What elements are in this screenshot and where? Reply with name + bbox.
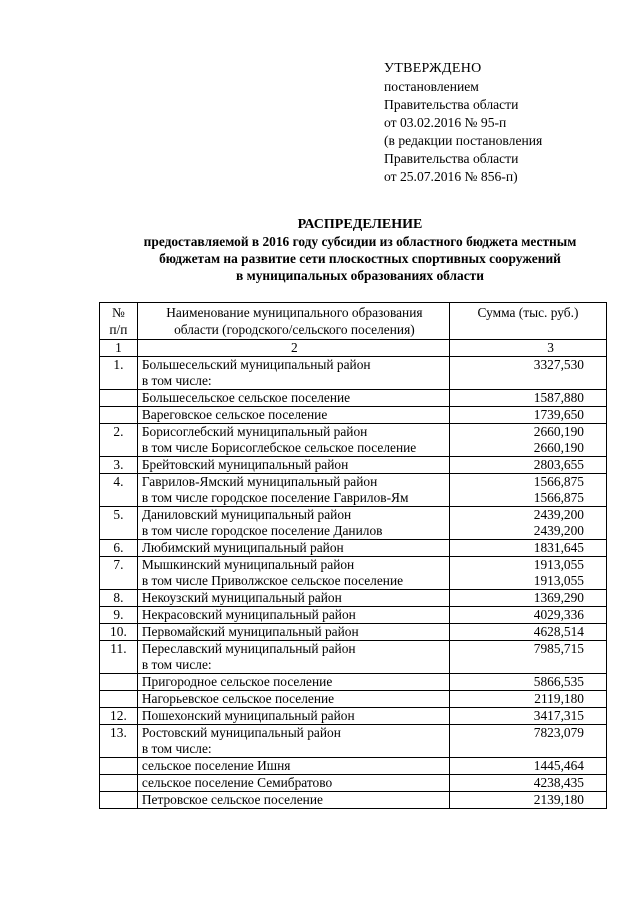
header-sum: Сумма (тыс. руб.): [449, 303, 606, 340]
row-number-cell: [100, 390, 138, 407]
row-name-line: Пошехонский муниципальный район: [141, 708, 355, 723]
row-name-line: Гаврилов-Ямский муниципальный район: [141, 474, 378, 489]
approval-line: от 03.02.2016 № 95-п: [384, 115, 507, 130]
table-row: [100, 607, 607, 624]
row-sum-line: 1369,290: [533, 590, 584, 605]
row-sum-cell: [449, 557, 606, 590]
row-sum-line: 3417,315: [533, 708, 584, 723]
row-name-line: в том числе Приволжское сельское поселение: [141, 573, 404, 588]
table-row: [100, 424, 607, 457]
approval-line: от 25.07.2016 № 856-п): [384, 169, 518, 184]
table-row: [100, 691, 607, 708]
row-sum-line: 1566,875: [533, 490, 584, 505]
row-name-line: Переславский муниципальный район: [141, 641, 356, 656]
approval-line: (в редакции постановления: [384, 133, 543, 148]
row-name-cell: [137, 691, 449, 708]
row-number-cell: [100, 775, 138, 792]
row-number-cell: [100, 691, 138, 708]
row-name-cell: [137, 540, 449, 557]
row-sum-cell: [449, 708, 606, 725]
row-name-line: Любимский муниципальный район: [141, 540, 344, 555]
row-number-cell: 3.: [100, 457, 138, 474]
header-num: № п/п: [100, 303, 138, 340]
row-name-cell: [137, 792, 449, 809]
row-sum-line: 1445,464: [533, 758, 584, 773]
table-row: [100, 457, 607, 474]
table-row: [100, 540, 607, 557]
row-name-cell: [137, 775, 449, 792]
row-name-cell: [137, 357, 449, 390]
approval-heading: УТВЕРЖДЕНО: [384, 61, 482, 76]
table-row: [100, 775, 607, 792]
row-name-cell: [137, 424, 449, 457]
row-name-line: в том числе городское поселение Данилов: [141, 523, 383, 538]
row-sum-line: 1913,055: [533, 557, 584, 572]
row-name-line: сельское поселение Ишня: [141, 758, 291, 773]
row-number-cell: 2.: [100, 424, 138, 457]
row-name-cell: [137, 474, 449, 507]
table-row: [100, 474, 607, 507]
row-name-line: в том числе Борисоглебское сельское поселение: [141, 440, 417, 455]
row-sum-line: 4628,514: [533, 624, 584, 639]
row-number-cell: 9.: [100, 607, 138, 624]
table-header-row: [100, 303, 607, 340]
header-name: Наименование муниципального образования области (городского/сельского поселения): [137, 303, 449, 340]
title-line: в муниципальных образованиях области: [236, 268, 484, 283]
row-number-cell: 1.: [100, 357, 138, 390]
row-name-line: Большесельское сельское поселение: [141, 390, 351, 405]
row-sum-line: 1739,650: [533, 407, 584, 422]
row-name-line: Некрасовский муниципальный район: [141, 607, 356, 622]
row-sum-cell: [449, 457, 606, 474]
row-name-cell: [137, 725, 449, 758]
row-sum-cell: [449, 507, 606, 540]
index-row: [100, 340, 607, 357]
row-number-cell: [100, 407, 138, 424]
row-sum-cell: [449, 424, 606, 457]
table-row: [100, 792, 607, 809]
row-number-cell: 5.: [100, 507, 138, 540]
row-number-cell: 12.: [100, 708, 138, 725]
table-row: [100, 407, 607, 424]
row-sum-line: 1831,645: [533, 540, 584, 555]
row-name-line: Петровское сельское поселение: [141, 792, 323, 807]
row-sum-line: 2439,200: [533, 523, 584, 538]
row-number-cell: 7.: [100, 557, 138, 590]
index-cell: 1: [100, 340, 138, 357]
row-sum-line: 4238,435: [533, 775, 584, 790]
row-name-line: Даниловский муниципальный район: [141, 507, 352, 522]
row-name-line: сельское поселение Семибратово: [141, 775, 333, 790]
row-name-cell: [137, 457, 449, 474]
row-sum-line: 2439,200: [533, 507, 584, 522]
table-row: [100, 725, 607, 758]
row-sum-cell: [449, 775, 606, 792]
row-sum-line: 3327,530: [533, 357, 584, 372]
table-row: [100, 758, 607, 775]
row-number-cell: 11.: [100, 641, 138, 674]
row-name-cell: [137, 708, 449, 725]
row-name-line: Брейтовский муниципальный район: [141, 457, 349, 472]
title-line: предоставляемой в 2016 году субсидии из областного бюджета местным: [143, 234, 577, 249]
row-sum-cell: [449, 407, 606, 424]
row-name-cell: [137, 624, 449, 641]
table-row: [100, 674, 607, 691]
row-sum-cell: [449, 624, 606, 641]
row-sum-line: 1913,055: [533, 573, 584, 588]
index-cell: 2: [137, 340, 449, 357]
table-row: [100, 590, 607, 607]
table-row: [100, 708, 607, 725]
row-name-cell: [137, 607, 449, 624]
row-name-line: в том числе:: [141, 741, 212, 756]
row-number-cell: 13.: [100, 725, 138, 758]
row-name-line: в том числе:: [141, 657, 212, 672]
row-sum-line: 2803,655: [533, 457, 584, 472]
approval-line: Правительства области: [384, 97, 519, 112]
row-sum-cell: [449, 540, 606, 557]
approval-line: постановлением: [384, 79, 479, 94]
row-name-cell: [137, 507, 449, 540]
row-sum-cell: [449, 758, 606, 775]
row-sum-line: 2119,180: [534, 691, 584, 706]
row-name-cell: [137, 641, 449, 674]
row-sum-cell: [449, 725, 606, 758]
row-name-cell: [137, 390, 449, 407]
title-line: бюджетам на развитие сети плоскостных спортивных сооружений: [159, 251, 561, 266]
row-name-cell: [137, 590, 449, 607]
row-sum-cell: [449, 607, 606, 624]
table-row: [100, 624, 607, 641]
row-sum-line: 4029,336: [533, 607, 584, 622]
row-name-line: Первомайский муниципальный район: [141, 624, 359, 639]
row-sum-line: 1566,875: [533, 474, 584, 489]
row-sum-cell: [449, 674, 606, 691]
row-name-line: в том числе:: [141, 373, 212, 388]
row-sum-line: 1587,880: [533, 390, 584, 405]
row-name-line: Некоузский муниципальный район: [141, 590, 342, 605]
row-name-cell: [137, 557, 449, 590]
row-sum-cell: [449, 691, 606, 708]
row-sum-cell: [449, 390, 606, 407]
row-number-cell: [100, 674, 138, 691]
row-sum-line: 2660,190: [533, 424, 584, 439]
table-row: [100, 557, 607, 590]
row-sum-line: 2660,190: [533, 440, 584, 455]
row-number-cell: 8.: [100, 590, 138, 607]
row-sum-line: 7823,079: [533, 725, 584, 740]
row-name-cell: [137, 407, 449, 424]
row-sum-line: 5866,535: [533, 674, 584, 689]
row-sum-line: 7985,715: [533, 641, 584, 656]
row-number-cell: [100, 792, 138, 809]
table-row: [100, 357, 607, 390]
title-main: РАСПРЕДЕЛЕНИЕ: [297, 217, 423, 232]
row-name-line: Вареговское сельское поселение: [141, 407, 328, 422]
row-number-cell: 10.: [100, 624, 138, 641]
row-sum-cell: [449, 474, 606, 507]
row-name-line: Борисоглебский муниципальный район: [141, 424, 368, 439]
row-name-cell: [137, 758, 449, 775]
row-sum-cell: [449, 357, 606, 390]
table-row: [100, 641, 607, 674]
row-sum-cell: [449, 792, 606, 809]
document-title: [100, 216, 620, 284]
approval-block: [384, 60, 542, 186]
row-sum-cell: [449, 590, 606, 607]
row-name-cell: [137, 674, 449, 691]
approval-line: Правительства области: [384, 151, 519, 166]
row-number-cell: 6.: [100, 540, 138, 557]
row-number-cell: 4.: [100, 474, 138, 507]
row-name-line: Нагорьевское сельское поселение: [141, 691, 335, 706]
subsidy-table: [99, 302, 607, 809]
table-row: [100, 390, 607, 407]
row-number-cell: [100, 758, 138, 775]
row-sum-cell: [449, 641, 606, 674]
row-name-line: Мышкинский муниципальный район: [141, 557, 355, 572]
table-row: [100, 507, 607, 540]
row-name-line: Большесельский муниципальный район: [141, 357, 371, 372]
row-name-line: в том числе городское поселение Гаврилов-Ям: [141, 490, 409, 505]
row-name-line: Ростовский муниципальный район: [141, 725, 341, 740]
row-sum-line: 2139,180: [533, 792, 584, 807]
index-cell: 3: [449, 340, 606, 357]
row-name-line: Пригородное сельское поселение: [141, 674, 333, 689]
